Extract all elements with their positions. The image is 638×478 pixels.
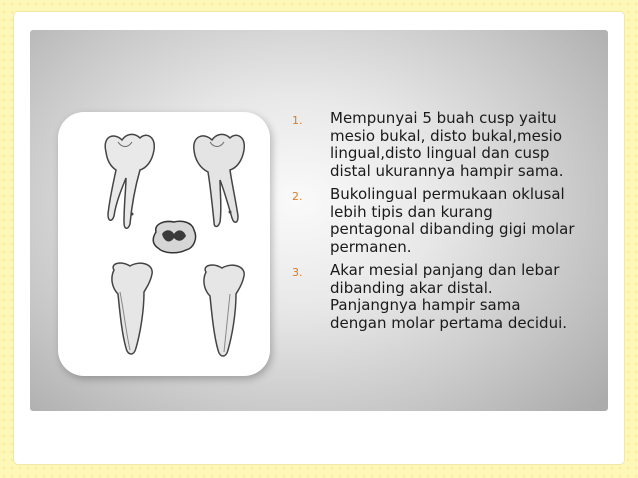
list-number: 1. bbox=[292, 114, 303, 127]
tooth-bottom-right bbox=[204, 265, 244, 356]
list-number: 2. bbox=[292, 190, 303, 203]
list-text: Akar mesial panjang dan lebar dibanding akar distal. Panjangnya hampir sama dengan molar pertama decidui. bbox=[330, 261, 568, 332]
list-item bbox=[292, 186, 577, 256]
tooth-illustration bbox=[58, 112, 270, 376]
tooth-bottom-left bbox=[112, 263, 152, 354]
tooth-top-left bbox=[105, 134, 154, 228]
tooth-top-right bbox=[194, 134, 244, 226]
feature-list bbox=[292, 110, 577, 338]
list-text: Mempunyai 5 buah cusp yaitu mesio bukal, disto bukal,mesio lingual,disto lingual dan cusp distal ukurannya hampir sama. bbox=[330, 109, 564, 180]
list-item bbox=[292, 110, 577, 180]
tooth-drawings bbox=[58, 112, 270, 376]
tooth-occlusal-view bbox=[153, 221, 195, 253]
list-text: Bukolingual permukaan oklusal lebih tipis dan kurang pentagonal dibanding gigi molar permanen. bbox=[330, 185, 575, 256]
list-number: 3. bbox=[292, 266, 303, 279]
list-item bbox=[292, 262, 577, 332]
